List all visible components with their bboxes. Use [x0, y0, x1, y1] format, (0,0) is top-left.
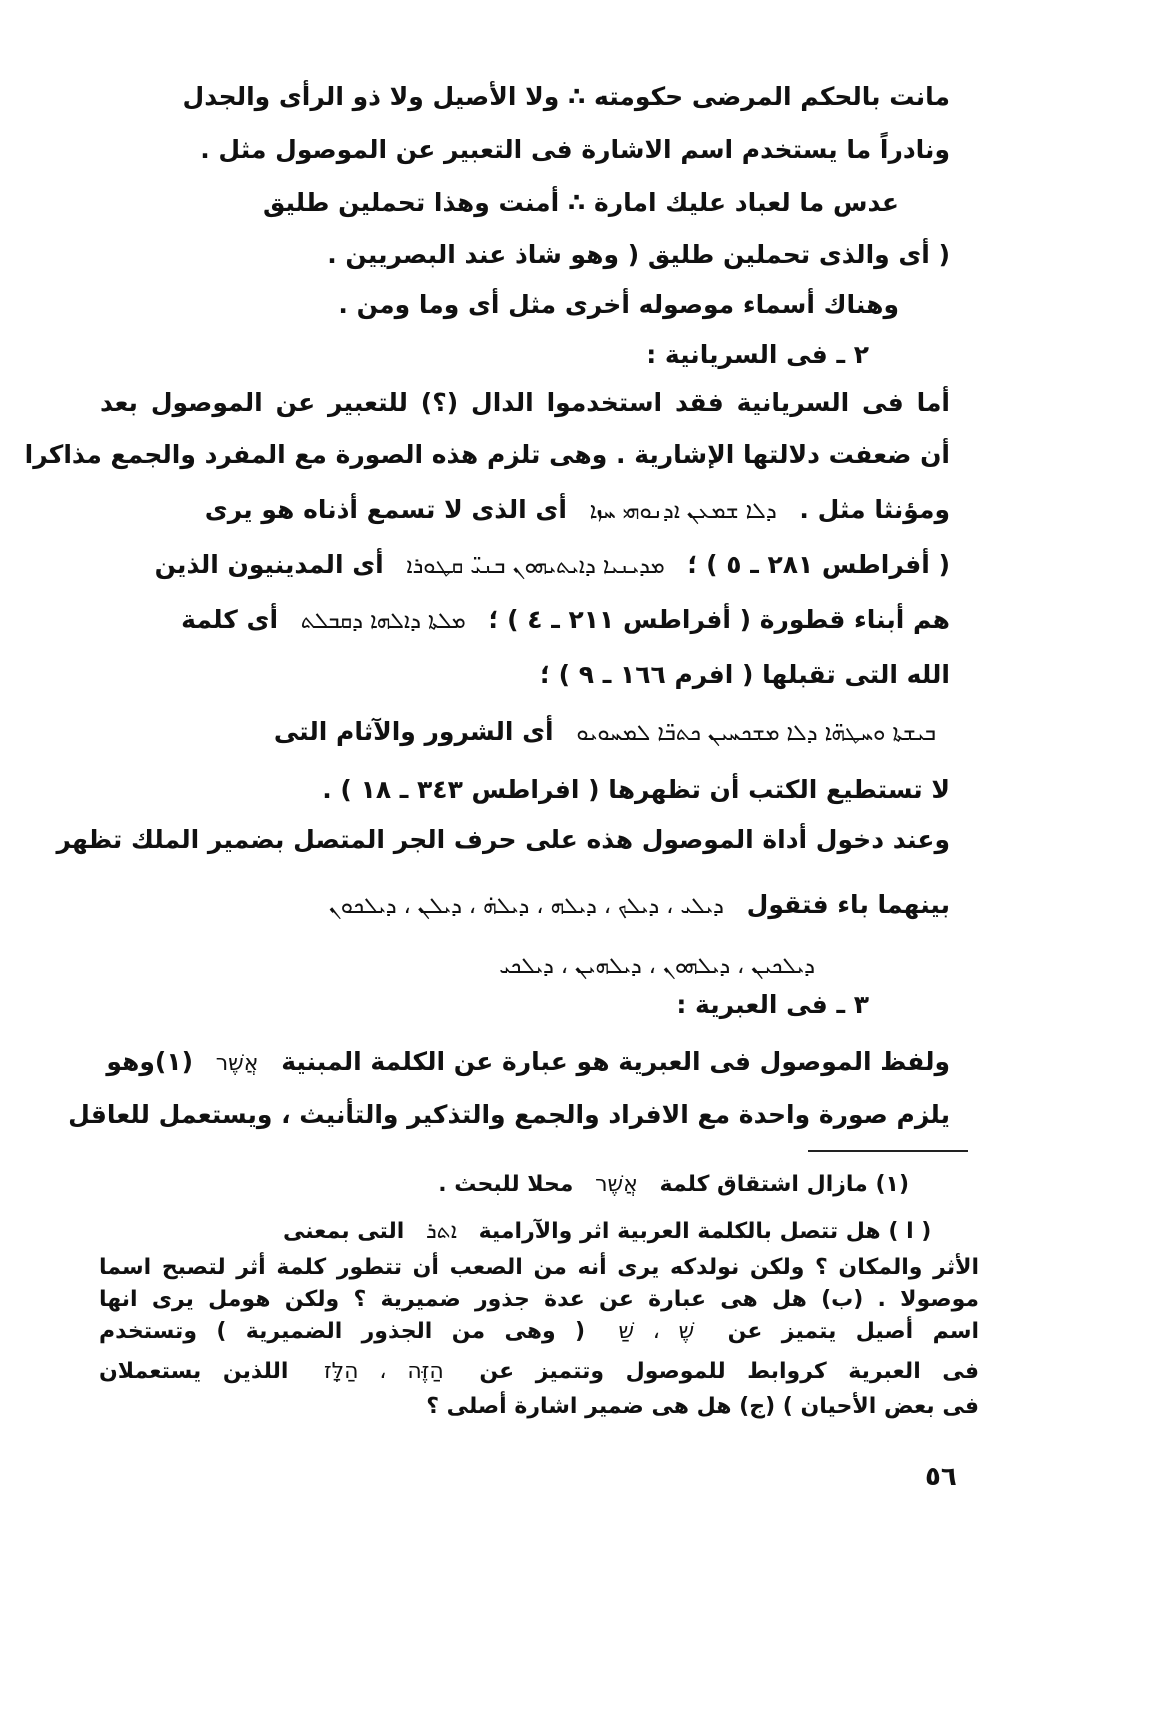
text-line	[100, 885, 950, 927]
text-line: وهناك أسماء موصوله أخرى مثل أى وما ومن .	[338, 290, 899, 319]
text: ولفظ الموصول فى العبرية هو عبارة عن الكلمة المبنية	[281, 1047, 950, 1076]
text: (١)وهو	[106, 1047, 194, 1076]
footnote	[99, 1312, 979, 1352]
text: أى المدينيون الذين	[154, 550, 384, 579]
footnote: موصولا . (ب) هل هى عبارة عن عدة جذور ضميرية ؟ ولكن هومل يرى انها	[99, 1287, 979, 1312]
text-line: وعند دخول أداة الموصول هذه على حرف الجر المتصل بضمير الملك تظهر	[56, 825, 950, 854]
text: ( أفراطس ٢٨١ ـ ٥ ) ؛	[687, 550, 950, 579]
footnote-divider	[808, 1150, 968, 1152]
text: أى كلمة	[181, 605, 279, 634]
text-line: الله التى تقبلها ( افرم ١٦٦ ـ ٩ ) ؛	[539, 660, 950, 689]
syriac-text: ܕܝܠܝ ، ܕܝܠܟ ، ܕܝܠܗ ، ܕܝܠܗ̇ ، ܕܝܠܢ ، ܕܝܠܟܘܢ	[328, 894, 724, 919]
footnote: الأثر والمكان ؟ ولكن نولدكه يرى أنه من الصعب أن تتطور كلمة أثر لتصبح اسما	[99, 1255, 979, 1280]
text: (١) مازال اشتقاق كلمة	[659, 1172, 909, 1197]
syriac-text: ܕܠܐ ܫܡܥܢ ܐܕܢܘܗܝ ܚܙܐ	[589, 499, 777, 524]
footnote	[99, 1352, 979, 1392]
text-line: أن ضعفت دلالتها الإشارية . وهى تلزم هذه الصورة مع المفرد والجمع مذاكرا	[24, 440, 950, 469]
text-line: لا تستطيع الكتب أن تظهرها ( افراطس ٣٤٣ ـ ١٨ ) .	[322, 775, 950, 804]
syriac-text: ܡܕܝܢܝܐ ܕܐܝܬܝܗܘܢ ܒܢܝ̈ ܩܛܘܪܐ	[406, 554, 665, 579]
section-heading-syriac: ٢ ـ فى السريانية :	[646, 340, 869, 369]
text-line	[100, 545, 950, 587]
footnote	[99, 1212, 979, 1252]
footnote: فى بعض الأحيان ) (ج) هل هى ضمير اشارة أصلى ؟	[426, 1394, 979, 1419]
syriac-text: ܐܬܪ	[425, 1219, 457, 1244]
syriac-text: ܒܝܫܬܐ ܘܚܛܗ̈ܐ ܕܠܐ ܡܫܟܚܝܢ ܟܬܒ̈ܐ ܠܡܚܘܝܘ	[576, 721, 936, 746]
syriac-text: ܡܠܬܐ ܕܐܠܗܐ ܕܩܒܠܬ	[300, 609, 466, 634]
text-line	[0, 945, 829, 987]
text-line	[100, 1042, 950, 1084]
text-line: عدس ما لعباد عليك امارة ∴ أمنت وهذا تحملين طليق	[262, 188, 899, 217]
text: أى الذى لا تسمع أذناه هو يرى	[204, 495, 567, 524]
text-line: ( أى والذى تحملين طليق ( وهو شاذ عند البصريين .	[327, 240, 950, 269]
text: ومؤنثا مثل .	[799, 495, 950, 524]
text-line	[100, 600, 950, 642]
text-line: يلزم صورة واحدة مع الافراد والجمع والتذكير والتأنيث ، ويستعمل للعاقل	[68, 1100, 950, 1129]
syriac-text: ܕܝܠܟܝܢ ، ܕܝܠܗܘܢ ، ܕܝܠܗܝܢ ، ܕܝܠܟܝ	[499, 954, 815, 979]
text-line: مانت بالحكم المرضى حكومته ∴ ولا الأصيل ولا ذو الرأى والجدل	[182, 82, 950, 111]
text: اسم أصيل يتميز عن	[727, 1319, 979, 1344]
page-number: ٥٦	[925, 1462, 957, 1492]
text: بينهما باء فتقول	[746, 890, 950, 919]
hebrew-text: שֶׁ ، שַׁ	[618, 1319, 695, 1344]
text: اللذين يستعملان	[99, 1359, 289, 1384]
footnote	[29, 1165, 909, 1205]
text: هم أبناء قطورة ( أفراطس ٢١١ ـ ٤ ) ؛	[488, 605, 950, 634]
text: ( وهى من الجذور الضميرية ) وتستخدم	[99, 1319, 586, 1344]
text: محلا للبحث .	[438, 1172, 574, 1197]
text-line	[100, 712, 950, 754]
text-line: أما فى السريانية فقد استخدموا الدال (؟) للتعبير عن الموصول بعد	[100, 388, 950, 417]
text-line	[100, 490, 950, 532]
text: فى العبرية كروابط للموصول وتتميز عن	[479, 1359, 979, 1384]
hebrew-text: אֲשֶׁר	[595, 1172, 638, 1197]
text: التى بمعنى	[282, 1219, 405, 1244]
text: أى الشرور والآثام التى	[273, 717, 554, 746]
text-line: ونادراً ما يستخدم اسم الاشارة فى التعبير عن الموصول مثل .	[200, 135, 950, 164]
hebrew-text: הַזֶּה ، הַלָּז	[323, 1359, 444, 1384]
text: ( ا ) هل تتصل بالكلمة العربية اثر والآرامية	[478, 1219, 932, 1244]
section-heading-hebrew: ٣ ـ فى العبرية :	[676, 990, 869, 1019]
hebrew-text: אֲשֶׁר	[215, 1051, 259, 1076]
